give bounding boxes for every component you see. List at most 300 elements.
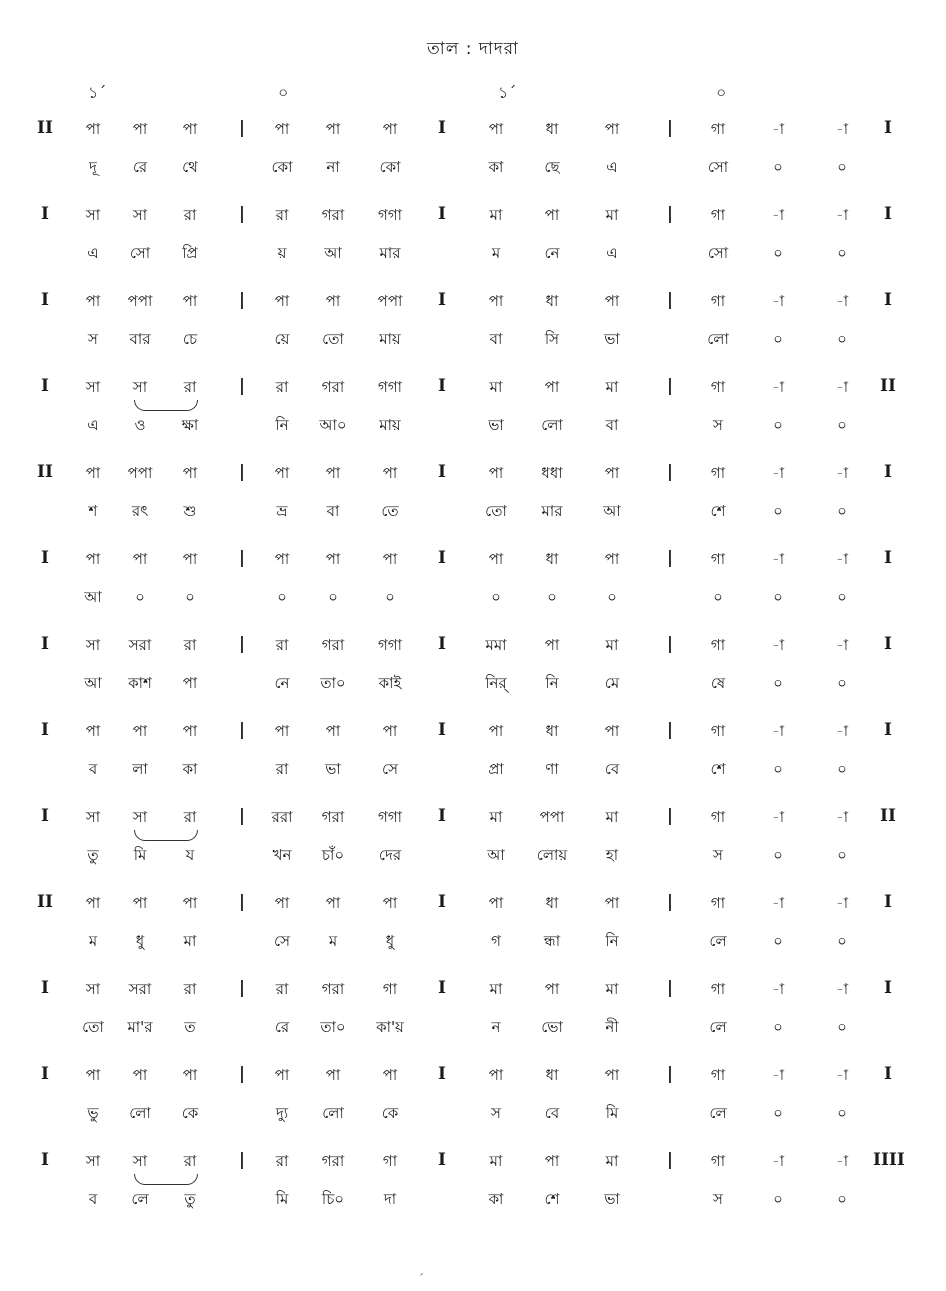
swar-note: পপা <box>539 808 565 826</box>
lyric-syllable: মার <box>541 502 563 520</box>
barline: I <box>438 892 446 912</box>
lyric-line <box>0 414 946 450</box>
lyric-syllable: ০ <box>607 588 617 606</box>
lyric-syllable: লা <box>132 760 148 778</box>
barline: I <box>438 548 446 568</box>
lyric-syllable: স <box>713 1190 723 1208</box>
lyric-syllable: বে <box>544 1104 560 1122</box>
swar-note: পা <box>488 894 504 912</box>
lyric-syllable: ০ <box>773 416 783 434</box>
swar-note: -া <box>835 808 849 826</box>
swar-note: পা <box>182 722 198 740</box>
lyric-syllable: দ্যু <box>275 1104 289 1122</box>
lyric-line <box>0 672 946 708</box>
swar-note: পা <box>325 894 341 912</box>
swar-note: পা <box>132 894 148 912</box>
swar-note: গা <box>710 292 726 310</box>
lyric-syllable: কা'য় <box>376 1018 404 1036</box>
swar-note: পা <box>274 722 290 740</box>
barline: | <box>238 290 246 310</box>
barline: I <box>438 290 446 310</box>
swar-line <box>0 548 946 584</box>
swar-note: মা <box>605 378 619 396</box>
lyric-syllable: খন <box>272 846 292 864</box>
barline: | <box>238 462 246 482</box>
swar-note: পা <box>274 1066 290 1084</box>
swar-note: -া <box>771 120 785 138</box>
swar-line <box>0 376 946 412</box>
lyric-syllable: তা০ <box>320 1018 346 1036</box>
end-barline: I <box>884 634 892 654</box>
swar-note: সা <box>132 1152 148 1170</box>
swar-note: সা <box>85 808 101 826</box>
swar-note: পপা <box>127 464 153 482</box>
lyric-syllable: মা <box>183 932 197 950</box>
end-barline: I <box>884 462 892 482</box>
swar-line <box>0 118 946 154</box>
lyric-syllable: আ <box>84 674 102 692</box>
lyric-line <box>0 1188 946 1224</box>
swar-note: সা <box>85 1152 101 1170</box>
lyric-syllable: ০ <box>773 588 783 606</box>
lyric-syllable: ০ <box>837 760 847 778</box>
swar-note: পা <box>85 464 101 482</box>
lyric-syllable: নি <box>605 932 619 950</box>
lyric-syllable: ০ <box>773 1018 783 1036</box>
lyric-syllable: নে <box>274 674 290 692</box>
notation-body <box>0 118 946 1236</box>
swar-note: গা <box>710 980 726 998</box>
lyric-syllable: ধু <box>135 932 145 950</box>
lyric-syllable: আ <box>324 244 342 262</box>
lyric-line <box>0 328 946 364</box>
lyric-syllable: স <box>88 330 98 348</box>
lyric-syllable: নী <box>605 1018 619 1036</box>
lyric-syllable: রে <box>274 1018 290 1036</box>
swar-note: পা <box>604 550 620 568</box>
lyric-syllable: মায় <box>379 330 401 348</box>
swar-note: পা <box>132 550 148 568</box>
swar-note: -া <box>835 1066 849 1084</box>
page-mark: ´ <box>418 1272 424 1286</box>
swar-note: ধা <box>545 550 559 568</box>
lyric-syllable: ন <box>491 1018 501 1036</box>
swar-note: রা <box>183 206 197 224</box>
swar-note: ধা <box>545 1066 559 1084</box>
swar-note: -া <box>835 722 849 740</box>
lyric-syllable: স <box>713 416 723 434</box>
swar-line <box>0 892 946 928</box>
end-barline: II <box>880 806 896 826</box>
swar-note: -া <box>835 120 849 138</box>
lyric-syllable: এ <box>87 244 99 262</box>
barline: | <box>238 978 246 998</box>
lyric-syllable: ০ <box>773 846 783 864</box>
lyric-syllable: লে <box>131 1190 149 1208</box>
swar-note: গা <box>710 206 726 224</box>
end-barline: I <box>884 290 892 310</box>
barline: | <box>238 806 246 826</box>
swar-note: ররা <box>271 808 293 826</box>
swar-note: পা <box>85 894 101 912</box>
start-barline: II <box>37 118 53 138</box>
lyric-syllable: কো <box>379 158 401 176</box>
swar-note: পা <box>182 894 198 912</box>
end-barline: I <box>884 978 892 998</box>
lyric-syllable: ০ <box>837 674 847 692</box>
lyric-syllable: এ <box>87 416 99 434</box>
notation-row <box>0 1150 946 1236</box>
swar-note: রা <box>275 206 289 224</box>
notation-row <box>0 892 946 978</box>
barline: | <box>238 892 246 912</box>
lyric-syllable: ০ <box>385 588 395 606</box>
lyric-syllable: ০ <box>773 330 783 348</box>
swar-note: ধা <box>545 722 559 740</box>
lyric-syllable: দা <box>383 1190 397 1208</box>
lyric-syllable: রা <box>275 760 289 778</box>
swar-note: পা <box>604 1066 620 1084</box>
barline: I <box>438 720 446 740</box>
lyric-syllable: বে <box>604 760 620 778</box>
swar-note: -া <box>771 464 785 482</box>
lyric-syllable: ০ <box>713 588 723 606</box>
swar-note: সরা <box>128 636 152 654</box>
swar-line <box>0 720 946 756</box>
swar-note: গা <box>710 1066 726 1084</box>
barline: | <box>238 548 246 568</box>
lyric-syllable: ক্ষা <box>181 416 199 434</box>
swar-note: গা <box>710 808 726 826</box>
swar-note: মা <box>489 1152 503 1170</box>
swar-note: -া <box>771 550 785 568</box>
lyric-syllable: প্রি <box>182 244 198 262</box>
swar-note: পা <box>85 550 101 568</box>
lyric-syllable: রে <box>132 158 148 176</box>
lyric-syllable: ০ <box>837 330 847 348</box>
lyric-syllable: কা <box>488 1190 504 1208</box>
lyric-line <box>0 844 946 880</box>
swar-note: সা <box>85 206 101 224</box>
lyric-line <box>0 1016 946 1052</box>
beat-mark-3: ১´ <box>498 83 517 102</box>
notation-row <box>0 1064 946 1150</box>
swar-note: গগা <box>377 808 402 826</box>
swar-note: পা <box>382 464 398 482</box>
lyric-syllable: ভা <box>604 330 620 348</box>
lyric-syllable: লো <box>707 330 729 348</box>
barline: | <box>238 204 246 224</box>
swar-line <box>0 462 946 498</box>
lyric-syllable: সে <box>382 760 398 778</box>
swar-note: পা <box>85 292 101 310</box>
lyric-syllable: ও <box>134 416 146 434</box>
swar-note: রা <box>183 1152 197 1170</box>
lyric-syllable: ত <box>184 1018 196 1036</box>
lyric-syllable: ভা <box>488 416 504 434</box>
swar-note: পা <box>182 120 198 138</box>
swar-note: রা <box>275 980 289 998</box>
swar-note: গা <box>710 1152 726 1170</box>
end-barline: I <box>884 892 892 912</box>
barline: | <box>666 1064 674 1084</box>
swar-note: মা <box>489 808 503 826</box>
lyric-syllable: তে <box>381 502 399 520</box>
swar-note: গগা <box>377 206 402 224</box>
lyric-syllable: লো <box>322 1104 344 1122</box>
beat-mark-1: ১´ <box>88 83 107 102</box>
barline: | <box>666 978 674 998</box>
lyric-syllable: আ <box>603 502 621 520</box>
swar-note: পা <box>544 1152 560 1170</box>
lyric-syllable: ০ <box>837 502 847 520</box>
lyric-syllable: ০ <box>837 1190 847 1208</box>
notation-row <box>0 462 946 548</box>
swar-note: পা <box>488 292 504 310</box>
swar-note: পা <box>132 120 148 138</box>
end-barline: I <box>884 118 892 138</box>
lyric-syllable: ০ <box>491 588 501 606</box>
swar-note: মা <box>605 1152 619 1170</box>
swar-note: পা <box>604 292 620 310</box>
swar-note: সা <box>85 378 101 396</box>
lyric-syllable: নি <box>275 416 289 434</box>
lyric-line <box>0 586 946 622</box>
barline: | <box>666 720 674 740</box>
swar-note: -া <box>835 464 849 482</box>
swar-note: পা <box>132 1066 148 1084</box>
lyric-syllable: ব <box>88 760 98 778</box>
swar-note: ধধা <box>541 464 563 482</box>
swar-note: সা <box>132 378 148 396</box>
lyric-syllable: ভা <box>325 760 341 778</box>
barline: | <box>666 548 674 568</box>
lyric-line <box>0 930 946 966</box>
lyric-syllable: য়ে <box>274 330 290 348</box>
swar-note: -া <box>835 894 849 912</box>
swar-note: গরা <box>321 206 345 224</box>
meend-slur <box>134 1174 198 1185</box>
barline: | <box>238 720 246 740</box>
barline: | <box>238 1150 246 1170</box>
swar-note: গা <box>710 550 726 568</box>
lyric-syllable: বা <box>326 502 340 520</box>
lyric-syllable: ০ <box>837 846 847 864</box>
swar-note: -া <box>771 1066 785 1084</box>
lyric-syllable: কাই <box>378 674 402 692</box>
swar-note: মমা <box>485 636 507 654</box>
swar-note: রা <box>275 636 289 654</box>
swar-note: পা <box>544 378 560 396</box>
swar-note: -া <box>771 1152 785 1170</box>
swar-note: পা <box>382 1066 398 1084</box>
lyric-syllable: ০ <box>328 588 338 606</box>
swar-line <box>0 1150 946 1186</box>
lyric-syllable: মি <box>605 1104 619 1122</box>
swar-note: পা <box>382 722 398 740</box>
swar-note: -া <box>835 206 849 224</box>
swar-note: -া <box>771 292 785 310</box>
swar-note: গা <box>382 980 398 998</box>
end-barline: IIII <box>873 1150 905 1170</box>
lyric-syllable: ০ <box>837 416 847 434</box>
swar-note: সা <box>85 980 101 998</box>
swar-note: পা <box>325 722 341 740</box>
lyric-syllable: কাশ <box>128 674 152 692</box>
swar-note: গরা <box>321 980 345 998</box>
swar-note: পা <box>604 120 620 138</box>
swar-note: মা <box>605 808 619 826</box>
lyric-syllable: আ০ <box>319 416 347 434</box>
swar-note: মা <box>489 206 503 224</box>
start-barline: I <box>41 978 49 998</box>
lyric-syllable: লো <box>541 416 563 434</box>
barline: | <box>666 118 674 138</box>
lyric-syllable: ০ <box>547 588 557 606</box>
lyric-syllable: চাঁ০ <box>321 846 345 864</box>
swar-note: পা <box>182 1066 198 1084</box>
lyric-syllable: চি০ <box>321 1190 345 1208</box>
swar-note: গগা <box>377 636 402 654</box>
swar-line <box>0 806 946 842</box>
notation-row <box>0 548 946 634</box>
lyric-syllable: শু <box>183 502 197 520</box>
swar-note: রা <box>183 636 197 654</box>
swar-note: সরা <box>128 980 152 998</box>
swar-note: সা <box>132 808 148 826</box>
end-barline: II <box>880 376 896 396</box>
barline: | <box>666 462 674 482</box>
swar-note: পা <box>132 722 148 740</box>
swar-note: -া <box>835 636 849 654</box>
swar-note: পা <box>488 1066 504 1084</box>
lyric-syllable: লে <box>709 1018 727 1036</box>
swar-note: ধা <box>545 292 559 310</box>
lyric-syllable: ০ <box>773 244 783 262</box>
swar-note: গা <box>710 722 726 740</box>
lyric-syllable: ম <box>88 932 98 950</box>
swar-note: -া <box>835 378 849 396</box>
lyric-syllable: ০ <box>837 932 847 950</box>
lyric-syllable: এ <box>606 244 618 262</box>
lyric-syllable: ছে <box>544 158 560 176</box>
lyric-line <box>0 1102 946 1138</box>
swar-note: পা <box>182 464 198 482</box>
swar-note: গা <box>382 1152 398 1170</box>
lyric-syllable: মার <box>379 244 401 262</box>
lyric-syllable: দের <box>378 846 402 864</box>
swar-note: রা <box>275 1152 289 1170</box>
swar-note: রা <box>183 808 197 826</box>
swar-note: গা <box>710 894 726 912</box>
barline: | <box>666 376 674 396</box>
lyric-syllable: ০ <box>773 1104 783 1122</box>
swar-note: পা <box>382 550 398 568</box>
meend-slur <box>134 830 198 841</box>
lyric-syllable: গ <box>491 932 501 950</box>
swar-note: পা <box>544 206 560 224</box>
lyric-syllable: ভা <box>604 1190 620 1208</box>
barline: | <box>666 1150 674 1170</box>
swar-note: পা <box>488 464 504 482</box>
swar-note: পা <box>85 1066 101 1084</box>
swar-note: -া <box>771 378 785 396</box>
swar-note: পা <box>325 120 341 138</box>
lyric-syllable: না <box>326 158 340 176</box>
lyric-syllable: লোয় <box>536 846 568 864</box>
lyric-syllable: মায় <box>379 416 401 434</box>
notation-row <box>0 376 946 462</box>
lyric-syllable: ০ <box>837 158 847 176</box>
swar-note: -া <box>835 1152 849 1170</box>
start-barline: II <box>37 462 53 482</box>
barline: I <box>438 634 446 654</box>
lyric-syllable: মি <box>133 846 147 864</box>
swar-line <box>0 634 946 670</box>
lyric-syllable: রৎ <box>131 502 149 520</box>
lyric-syllable: ষে <box>710 674 726 692</box>
swar-note: পা <box>604 464 620 482</box>
lyric-syllable: তো <box>82 1018 104 1036</box>
lyric-syllable: ০ <box>773 760 783 778</box>
swar-note: পা <box>182 292 198 310</box>
beat-mark-2: ০ <box>278 83 289 102</box>
swar-note: পা <box>325 292 341 310</box>
lyric-syllable: শে <box>710 502 726 520</box>
start-barline: I <box>41 1064 49 1084</box>
swar-note: -া <box>771 808 785 826</box>
lyric-syllable: ০ <box>773 1190 783 1208</box>
swar-note: পা <box>488 722 504 740</box>
lyric-syllable: কা <box>488 158 504 176</box>
start-barline: II <box>37 892 53 912</box>
beat-mark-4: ০ <box>716 83 727 102</box>
barline: I <box>438 118 446 138</box>
lyric-syllable: তা০ <box>320 674 346 692</box>
barline: I <box>438 806 446 826</box>
lyric-syllable: শে <box>710 760 726 778</box>
beat-marks <box>0 80 946 110</box>
swar-note: পা <box>604 722 620 740</box>
swar-note: পা <box>274 894 290 912</box>
lyric-syllable: ন্ধা <box>543 932 561 950</box>
swar-note: পা <box>325 550 341 568</box>
swar-note: গগা <box>377 378 402 396</box>
swar-note: মা <box>605 980 619 998</box>
lyric-syllable: মে <box>604 674 620 692</box>
swar-note: পপা <box>377 292 403 310</box>
swar-line <box>0 204 946 240</box>
swar-note: -া <box>771 636 785 654</box>
lyric-syllable: থে <box>182 158 198 176</box>
lyric-syllable: বার <box>129 330 151 348</box>
start-barline: I <box>41 204 49 224</box>
end-barline: I <box>884 548 892 568</box>
notation-row <box>0 720 946 806</box>
lyric-syllable: ০ <box>135 588 145 606</box>
meend-slur <box>134 400 198 411</box>
swar-note: পা <box>488 550 504 568</box>
swar-note: -া <box>835 980 849 998</box>
lyric-line <box>0 156 946 192</box>
lyric-syllable: ভ্র <box>276 502 288 520</box>
lyric-syllable: ম <box>491 244 501 262</box>
swar-note: মা <box>489 980 503 998</box>
notation-row <box>0 204 946 290</box>
swar-note: রা <box>183 378 197 396</box>
swar-note: গরা <box>321 1152 345 1170</box>
barline: | <box>666 892 674 912</box>
